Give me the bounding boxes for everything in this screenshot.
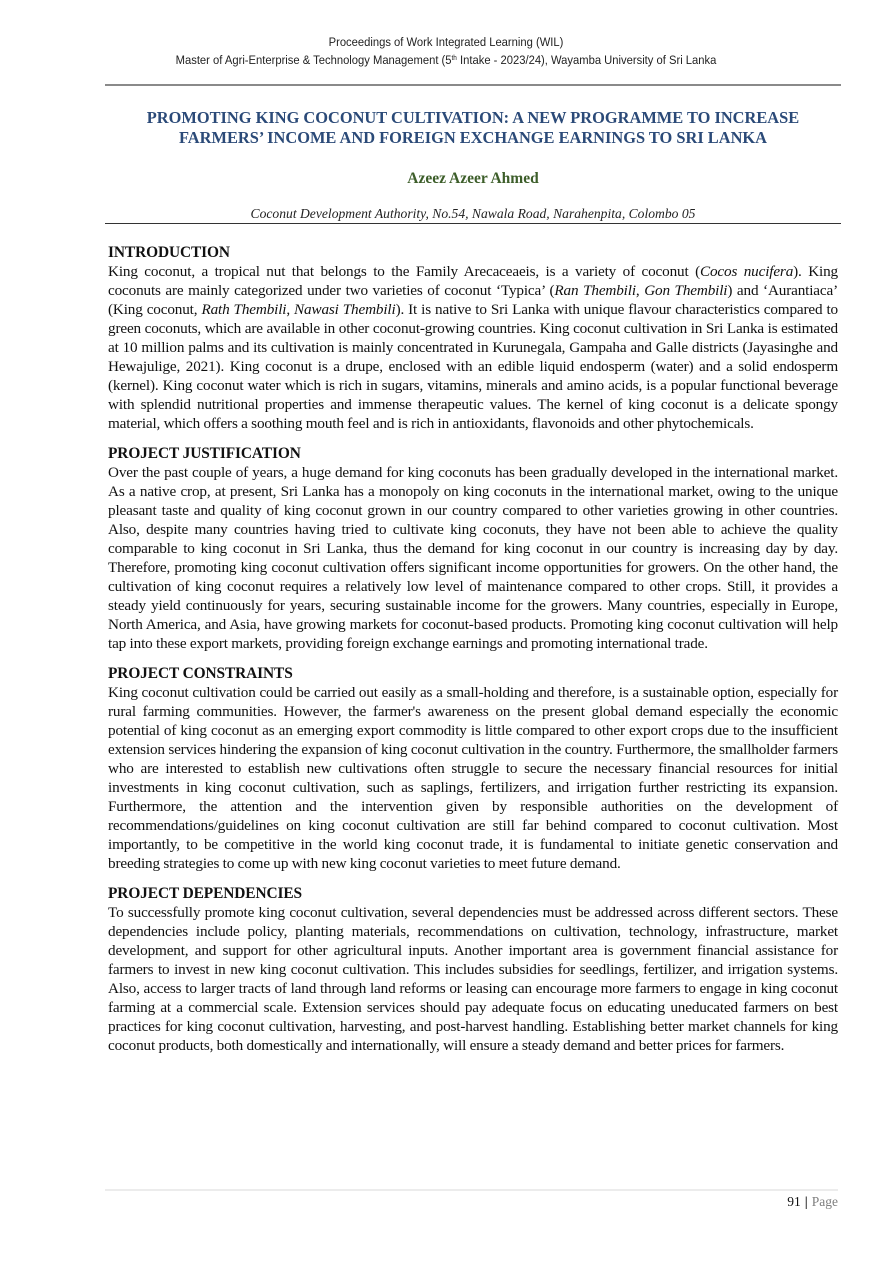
text-run: , [635, 282, 645, 299]
page-footer [787, 1193, 838, 1211]
section-paragraph [108, 262, 838, 433]
text-run: ). It is native to Sri Lanka with unique flavour characteristics compared to green coconuts, which are available in other coconut-growing countries. King coconut cultivation in Sri Lanka is estimated at 10 million palms and its cultivation is mainly concentrated in Kurunegala, Gampaha and Galle districts (Jayasinghe and Hewajulige, 2021). King coconut is a drupe, enclosed with an edible liquid endosperm (water) and a solid endosperm (kernel). King coconut water which is rich in sugars, vitamins, minerals and amino acids, is a popular functional beverage with splendid nutritional properties and immense therapeutic values. The kernel of king coconut is a delicate spongy material, which offers a soothing mouth feel and is rich in antioxidants, flavonoids and other phytochemicals. [108, 301, 838, 432]
running-header-line1: Proceedings of Work Integrated Learning (WIL) [328, 35, 564, 49]
footer-divider [105, 1189, 838, 1191]
variety-name: Gon Thembili [644, 282, 728, 299]
section-paragraph: Over the past couple of years, a huge demand for king coconuts has been gradually developed in the international market. As a native crop, at present, Sri Lanka has a monopoly on king coconuts in the international market, owing to the unique pleasant taste and quality of king coconut grown in our country compared to other varieties growing in other countries. Also, despite many countries having tried to cultivate king coconuts, they have not been able to achieve the quality comparable to king coconut in Sri Lanka, thus the demand for king coconut in our country is increasing day by day. Therefore, promoting king coconut cultivation offers significant income opportunities for growers. On the other hand, the cultivation of king coconut requires a relatively low level of maintenance compared to other crops. Still, it provides a steady yield continuously for years, securing sustainable income for the growers. Many countries, especially in Europe, North America, and Asia, have growing markets for coconut-based products. Promoting king coconut cultivation will help tap into these export markets, providing foreign exchange earnings and promoting international trade. [108, 464, 838, 652]
page-label: Page [811, 1194, 838, 1209]
text-run: ) and ‘Aurantiaca’ (King coconut, [108, 282, 838, 318]
author-name: Azeez Azeer Ahmed [407, 170, 539, 187]
section-heading: PROJECT DEPENDENCIES [108, 885, 302, 902]
section-introduction [108, 243, 838, 433]
paper-body [108, 243, 838, 1066]
running-header-line2-suffix: Intake - 2023/24), Wayamba University of Sri Lanka [456, 53, 717, 67]
variety-name: Rath Thembili [201, 301, 287, 318]
text-run: ). King coconuts are mainly categorized under two varieties of coconut ‘Typica’ ( [108, 263, 838, 299]
running-header-line2 [36, 51, 857, 69]
ordinal-superscript: th [451, 55, 457, 62]
scientific-name: Cocos nucifera [699, 263, 794, 280]
paper-title-line2: FARMERS’ INCOME AND FOREIGN EXCHANGE EARNINGS TO SRI LANKA [179, 128, 767, 147]
header-divider [105, 84, 841, 86]
paper-title-line1: PROMOTING KING COCONUT CULTIVATION: A NEW PROGRAMME TO INCREASE [146, 108, 800, 127]
running-header-line2-prefix: Master of Agri-Enterprise & Technology Management (5 [175, 53, 452, 67]
section-heading: PROJECT JUSTIFICATION [108, 445, 301, 462]
section-paragraph: King coconut cultivation could be carried out easily as a small-holding and therefore, is a sustainable option, especially for rural farming communities. However, the farmer's awareness on the present global demand especially the economic potential of king coconut as an emerging export commodity is little compared to other export crops due to the insufficient extension services hindering the expansion of king coconut cultivation in the country. Furthermore, the smallholder farmers who are interested to establish new cultivations often struggle to secure the necessary financial resources for initial investments in king coconut cultivation, such as saplings, fertilizers, and irrigation further restricting its expansion. Furthermore, the attention and the intervention given by responsible authorities on the development of recommendations/guidelines on king coconut cultivation are still far behind compared to coconut cultivation. Most importantly, to be competitive in the world king coconut trade, it is fundamental to initiate genetic conservation and breeding strategies to come up with new king coconut varieties to meet future demand. [108, 684, 838, 872]
section-heading: PROJECT CONSTRAINTS [108, 665, 293, 682]
section-constraints [108, 664, 838, 873]
section-justification [108, 444, 838, 653]
paper-title [105, 108, 841, 148]
affiliation-divider [105, 223, 841, 224]
author-affiliation: Coconut Development Authority, No.54, Nawala Road, Narahenpita, Colombo 05 [250, 206, 696, 221]
text-run: , [286, 301, 295, 318]
variety-name: Nawasi Thembili [294, 301, 396, 318]
page-separator: | [804, 1194, 808, 1209]
page-number: 91 [787, 1194, 801, 1209]
section-paragraph: To successfully promote king coconut cultivation, several dependencies must be addressed across different sectors. These dependencies include policy, planting materials, recommendations on cultivation, technology, infrastructure, market development, and support for other agricultural inputs. Another important area is government financial assistance for farmers to invest in new king coconut cultivation. This includes subsidies for seedlings, fertilizer, and irrigation systems. Also, access to larger tracts of land through land reforms or leasing can encourage more farmers to engage in king coconut farming at a commercial scale. Extension services should pay adequate focus on educating uneducated farmers on best practices for king coconut cultivation, harvesting, and post-harvest handling. Establishing better market channels for king coconut products, both domestically and internationally, will ensure a steady demand and better prices for farmers. [108, 904, 838, 1054]
text-run: King coconut, a tropical nut that belongs to the Family Arecaceaeis, is a variety of coconut ( [108, 263, 700, 280]
running-header [36, 33, 857, 69]
section-heading: INTRODUCTION [108, 244, 230, 261]
variety-name: Ran Thembili [554, 282, 636, 299]
section-dependencies [108, 884, 838, 1055]
